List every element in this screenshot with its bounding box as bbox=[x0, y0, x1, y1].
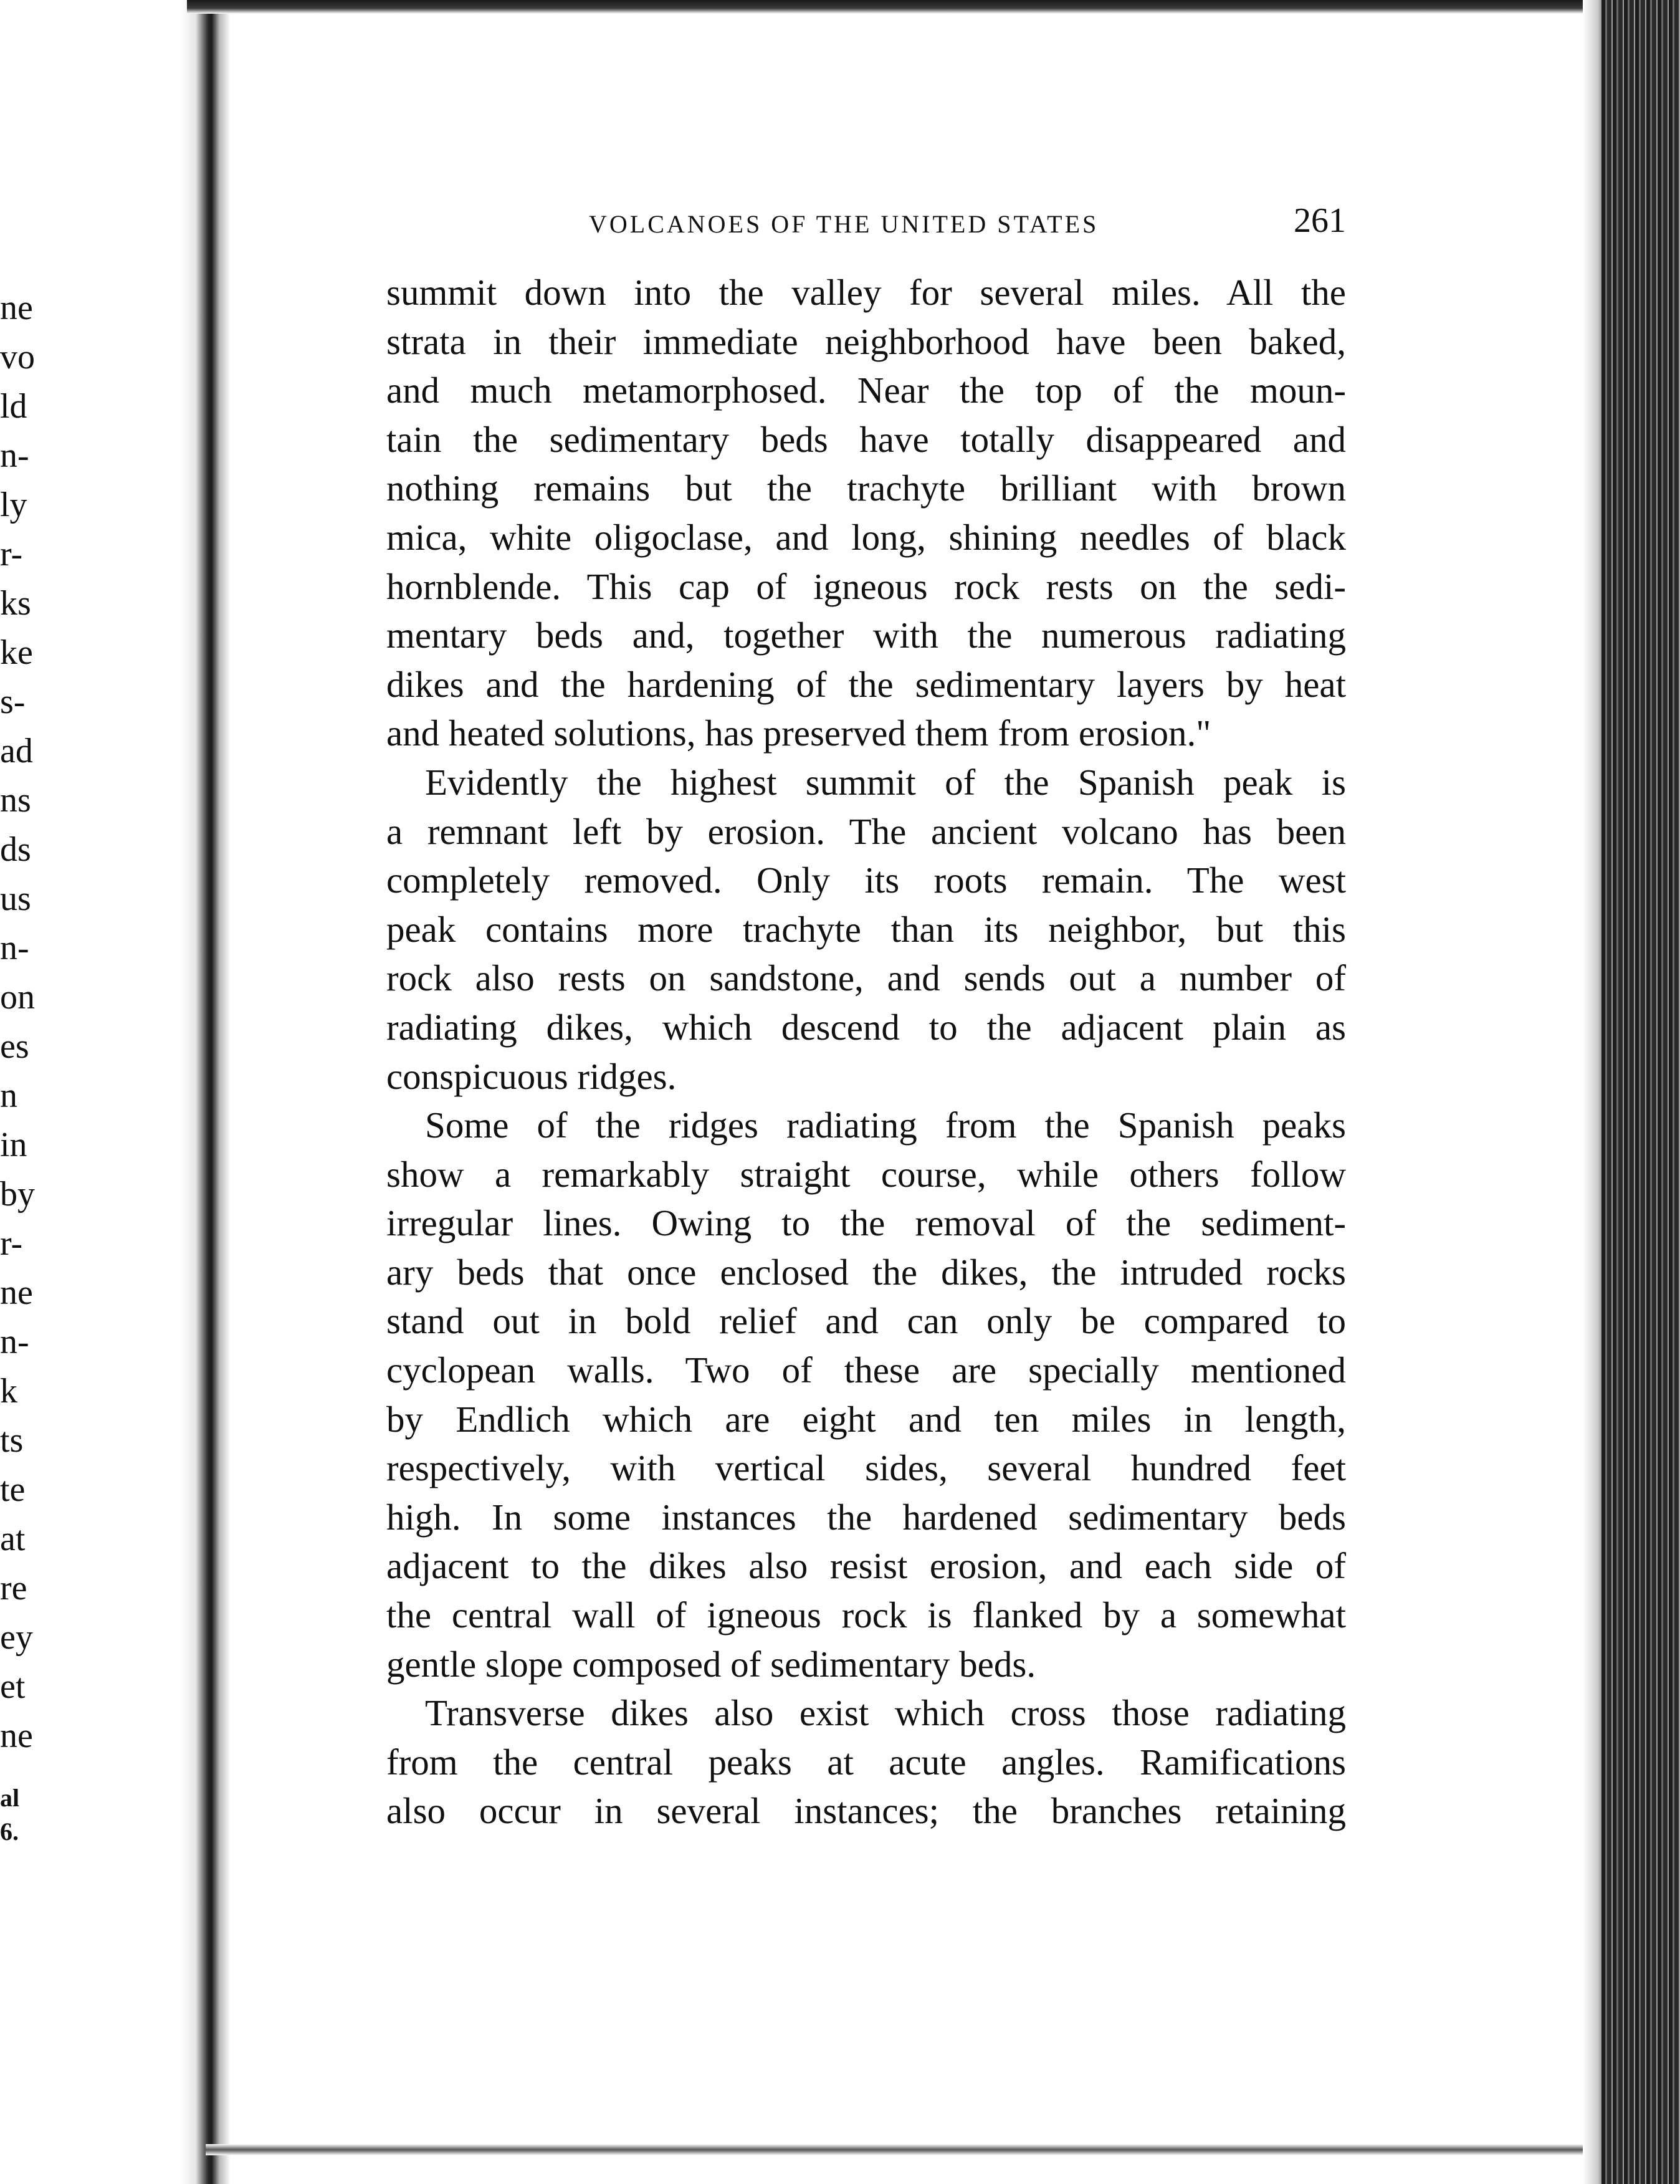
text-line: hornblende. This cap of igneous rock rests on the sedi- bbox=[386, 565, 1346, 607]
book-page bbox=[374, 187, 1346, 2057]
paragraph-first-line: Transverse dikes also exist which cross those radiating bbox=[425, 1692, 1346, 1734]
text-line: stand out in bold relief and can only be compared to bbox=[386, 1300, 1346, 1342]
left-fragment-line: et bbox=[0, 1667, 26, 1706]
page-bottom-edge bbox=[206, 2144, 1639, 2155]
page-number: 261 bbox=[1294, 201, 1346, 240]
text-line: irregular lines. Owing to the removal of the sediment- bbox=[386, 1202, 1346, 1244]
text-line: respectively, with vertical sides, several hundred feet bbox=[386, 1447, 1346, 1489]
left-fragment-line: r- bbox=[0, 535, 23, 573]
left-fragment-line: by bbox=[0, 1175, 35, 1214]
left-fragment-line: us bbox=[0, 879, 31, 918]
left-fragment-line: n bbox=[0, 1076, 17, 1115]
text-line: tain the sedimentary beds have totally disappeared and bbox=[386, 418, 1346, 460]
book-fore-edge bbox=[1601, 0, 1680, 2184]
left-fragment-line: ad bbox=[0, 732, 33, 770]
text-line: cyclopean walls. Two of these are specially mentioned bbox=[386, 1349, 1346, 1391]
text-line: summit down into the valley for several miles. All the bbox=[386, 272, 1346, 313]
left-fragment-line: in bbox=[0, 1126, 27, 1164]
text-line: mentary beds and, together with the numerous radiating bbox=[386, 615, 1346, 656]
left-fragment-line: r- bbox=[0, 1224, 23, 1263]
text-line: also occur in several instances; the branches retaining bbox=[386, 1790, 1346, 1832]
left-fragment-line: ly bbox=[0, 486, 27, 524]
left-fragment-line: at bbox=[0, 1520, 26, 1558]
page-top-edge bbox=[187, 0, 1680, 14]
left-fragment-line: n- bbox=[0, 1323, 29, 1361]
left-fragment-line: ts bbox=[0, 1421, 24, 1460]
left-fragment-line: vo bbox=[0, 338, 35, 376]
running-title: VOLCANOES OF THE UNITED STATES bbox=[589, 210, 1099, 238]
left-fragment-line: ne bbox=[0, 289, 33, 327]
left-facing-page bbox=[0, 0, 187, 2184]
text-line: nothing remains but the trachyte brilliant with brown bbox=[386, 467, 1346, 509]
running-head bbox=[374, 201, 1346, 243]
text-line: from the central peaks at acute angles. Ramifications bbox=[386, 1741, 1346, 1783]
text-line: by Endlich which are eight and ten miles in length, bbox=[386, 1398, 1346, 1440]
text-line: adjacent to the dikes also resist erosion, and each side of bbox=[386, 1545, 1346, 1587]
left-fragment-line: k bbox=[0, 1372, 17, 1410]
paragraph-first-line: Evidently the highest summit of the Spanish peak is bbox=[425, 761, 1346, 803]
text-line: gentle slope composed of sedimentary beds. bbox=[386, 1643, 1036, 1685]
text-line: dikes and the hardening of the sedimentary layers by heat bbox=[386, 663, 1346, 705]
left-footnote-line: al bbox=[0, 1784, 20, 1812]
left-fragment-line: on bbox=[0, 978, 35, 1017]
text-line: a remnant left by erosion. The ancient volcano has been bbox=[386, 810, 1346, 852]
left-fragment-line: ne bbox=[0, 1273, 33, 1312]
text-line: peak contains more trachyte than its neighbor, but this bbox=[386, 908, 1346, 950]
left-fragment-line: s- bbox=[0, 682, 26, 721]
left-page-footnote-fragment bbox=[0, 1781, 19, 1849]
left-fragment-line: ns bbox=[0, 781, 31, 820]
left-fragment-line: ke bbox=[0, 633, 33, 672]
left-fragment-line: ne bbox=[0, 1717, 33, 1755]
left-fragment-line: ds bbox=[0, 830, 31, 869]
text-line: completely removed. Only its roots remain. The west bbox=[386, 860, 1346, 901]
text-line: show a remarkably straight course, while others follow bbox=[386, 1153, 1346, 1195]
text-line: conspicuous ridges. bbox=[386, 1055, 677, 1097]
text-line: radiating dikes, which descend to the adjacent plain as bbox=[386, 1006, 1346, 1048]
left-page-fragments bbox=[0, 284, 37, 1761]
text-line: mica, white oligoclase, and long, shining needles of black bbox=[386, 516, 1346, 558]
text-line: high. In some instances the hardened sedimentary beds bbox=[386, 1496, 1346, 1538]
paragraph-first-line: Some of the ridges radiating from the Spanish peaks bbox=[425, 1104, 1346, 1146]
left-fragment-line: ld bbox=[0, 387, 27, 426]
text-line: rock also rests on sandstone, and sends out a number of bbox=[386, 957, 1346, 999]
left-fragment-line: ks bbox=[0, 584, 31, 623]
left-fragment-line: n- bbox=[0, 929, 29, 967]
text-line: the central wall of igneous rock is flanked by a somewhat bbox=[386, 1594, 1346, 1636]
left-fragment-line: te bbox=[0, 1470, 26, 1509]
left-footnote-line: 6. bbox=[0, 1818, 19, 1846]
book-gutter bbox=[181, 0, 231, 2184]
left-fragment-line: n- bbox=[0, 436, 29, 475]
left-fragment-line: ey bbox=[0, 1618, 33, 1657]
text-line: strata in their immediate neighborhood have been baked, bbox=[386, 320, 1346, 362]
text-line: ary beds that once enclosed the dikes, the intruded rocks bbox=[386, 1251, 1346, 1293]
text-line: and heated solutions, has preserved them from erosion." bbox=[386, 712, 1211, 754]
text-line: and much metamorphosed. Near the top of the moun- bbox=[386, 370, 1346, 411]
body-text bbox=[386, 268, 1346, 1836]
left-fragment-line: re bbox=[0, 1569, 27, 1607]
left-fragment-line: es bbox=[0, 1027, 29, 1066]
